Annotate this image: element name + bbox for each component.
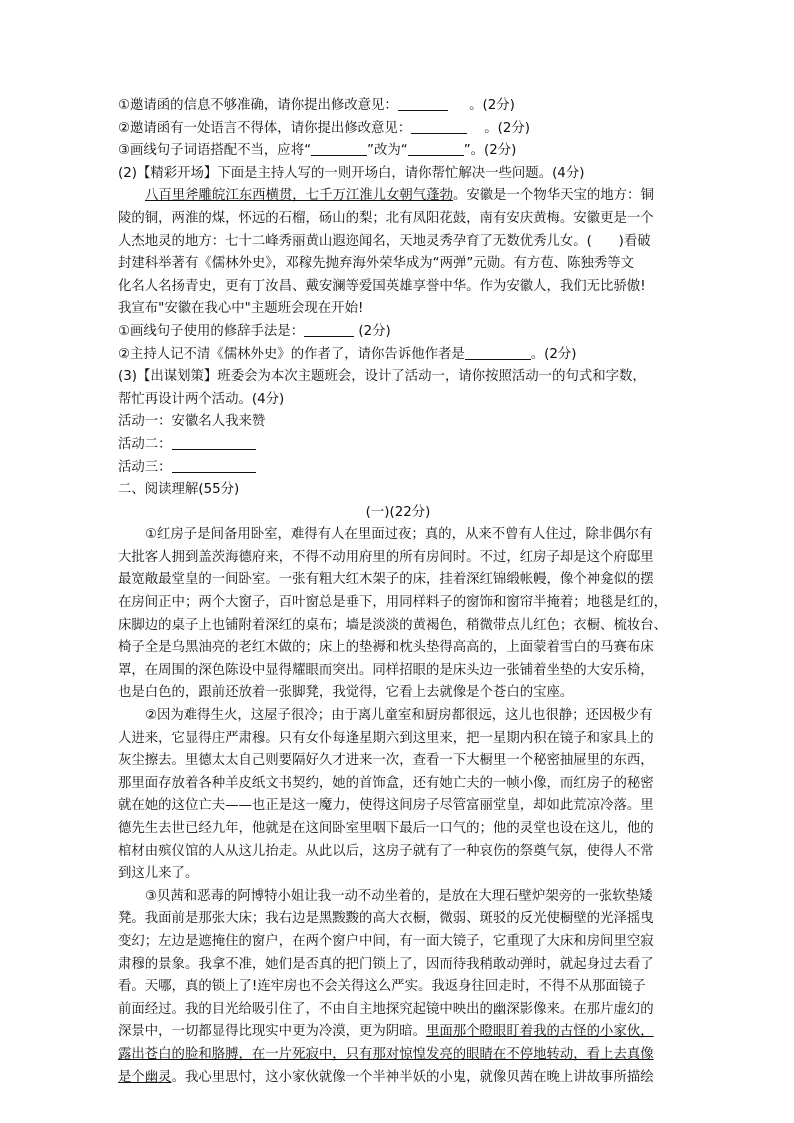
underlined-sentence: 里面那个瞪眼盯着我的古怪的小家伙， bbox=[425, 1024, 654, 1040]
q2-para-line: 我宣布"安徽在我心中"主题班会现在开始! bbox=[118, 301, 364, 317]
q1-item3-mid: ”改为“ bbox=[367, 143, 408, 159]
answer-blank[interactable] bbox=[311, 141, 367, 156]
passage-line: ③贝茜和恶毒的阿博特小姐让我一动不动坐着的，是放在大理石壁炉架旁的一张软垫矮 bbox=[145, 888, 653, 904]
passage-line: 也是白色的，跟前还放着一张脚凳，我觉得，它看上去就像是个苍白的宝座。 bbox=[118, 685, 574, 701]
q2-heading: (2)【精彩开场】下面是主持人写的一则开场白，请你帮忙解决一些问题。(4分) bbox=[118, 165, 585, 181]
underlined-sentence: 露出苍白的脸和胳膊，在一片死寂中，只有那对惊惶发亮的眼睛在不停地转动，看上去真像 bbox=[118, 1046, 654, 1062]
q2-sub1 bbox=[118, 321, 678, 344]
answer-blank[interactable] bbox=[304, 322, 354, 337]
q1-item2 bbox=[118, 118, 678, 141]
part-title: (一)(22分) bbox=[365, 504, 431, 520]
q2-text: 。安徽是一个物华天宝的地方：铜 bbox=[452, 188, 654, 204]
q1-item1-text: ①邀请函的信息不够准确，请你提出修改意见： bbox=[118, 98, 398, 113]
activity-3 bbox=[118, 457, 678, 480]
passage-line: 变幻；左边是遮掩住的窗户，在两个窗户中间，有一面大镜子，它重现了大床和房间里空寂 bbox=[118, 933, 654, 949]
passage-text: 深景中，一切都显得比现实中更为冷漠，更为阴暗。 bbox=[118, 1024, 426, 1040]
passage-line: 就在她的这位亡夫——也正是这一魔力，使得这间房子尽管富丽堂皇，却如此荒凉冷落。里 bbox=[118, 798, 654, 814]
answer-blank[interactable] bbox=[172, 435, 256, 450]
passage-line bbox=[118, 1044, 678, 1067]
activity-3-label: 活动三： bbox=[118, 459, 172, 475]
q2-para-line: 人杰地灵的地方：七十二峰秀丽黄山遐迩闻名，天地灵秀孕育了无数优秀儿女。( )看破 bbox=[118, 233, 651, 249]
passage-line: 床脚边的桌子上也铺附着深红的桌布；墙是淡淡的黄褐色，稍微带点儿红色；衣橱、梳妆台、 bbox=[118, 617, 668, 633]
q3-heading-cont: 帮忙再设计两个活动。(4分) bbox=[118, 391, 285, 407]
q1-item3-score: ”。(2分) bbox=[463, 143, 517, 159]
section-title: 二、阅读理解(55分) bbox=[118, 482, 240, 498]
passage-line: 灰尘擦去。里德太太自己则要隔好久才进来一次，查看一下大橱里一个秘密抽屉里的东西， bbox=[118, 753, 654, 769]
answer-blank[interactable] bbox=[411, 119, 467, 134]
answer-blank[interactable] bbox=[465, 345, 531, 360]
passage-line: 到这儿来了。 bbox=[118, 866, 199, 882]
activity-2 bbox=[118, 434, 678, 457]
q2-sub1-score: (2分) bbox=[358, 323, 391, 339]
passage-line: ①红房子是间备用卧室，难得有人在里面过夜；真的，从来不曾有人住过，除非偶尔有 bbox=[145, 527, 653, 543]
q1-item3 bbox=[118, 140, 678, 163]
underlined-sentence: 八百里斧雕皖江东西横贯，七千万江淮儿女朝气蓬勃 bbox=[145, 188, 453, 204]
passage-line: 大批客人拥到盖茨海德府来，不得不动用府里的所有房间时。不过，红房子却是这个府邸里 bbox=[118, 549, 654, 565]
passage-line bbox=[118, 1067, 678, 1090]
passage-line: 凳。我面前是那张大床；我右边是黑黢黢的高大衣橱，微弱、斑驳的反光使橱壁的光泽摇曳 bbox=[118, 911, 654, 927]
exam-page bbox=[118, 95, 678, 1089]
answer-blank[interactable] bbox=[408, 141, 464, 156]
answer-blank[interactable] bbox=[398, 96, 448, 111]
passage-line: 那里面存放着各种羊皮纸文书契约，她的首饰盒，还有她亡夫的一帧小像，而红房子的秘密 bbox=[118, 775, 654, 791]
q1-item2-score: 。(2分) bbox=[484, 120, 530, 136]
q2-para-line: 封建科举著有《儒林外史》，邓稼先抛弃海外荣华成为“两弹”元勋。有方苞、陈独秀等文 bbox=[118, 256, 635, 272]
passage-line: 德先生去世已经九年，他就是在这间卧室里咽下最后一口气的；他的灵堂也设在这儿，他的 bbox=[118, 821, 654, 836]
q1-item1 bbox=[118, 95, 678, 118]
q2-sub2-score: 。(2分) bbox=[530, 346, 577, 362]
passage-line: 最宽敞最堂皇的一间卧室。一张有粗大红木架子的床，挂着深红锦缎帐幔，像个神龛似的摆 bbox=[118, 572, 654, 588]
q1-item3-text: ③画线句子词语搭配不当，应将“ bbox=[118, 143, 312, 159]
passage-line: 棺材由殡仪馆的人从这儿抬走。从此以后，这房子就有了一种哀伤的祭奠气氛，使得人不常 bbox=[118, 843, 654, 859]
underlined-sentence: 是个幽灵 bbox=[118, 1069, 172, 1085]
q2-para-line: 陵的铜，两淮的煤，怀远的石榴，砀山的梨；北有凤阳花鼓，南有安庆黄梅。安徽更是一个 bbox=[118, 210, 654, 226]
activity-1: 活动一：安徽名人我来赞 bbox=[118, 414, 266, 430]
passage-text: 。我心里思忖，这小家伙就像一个半神半妖的小鬼，就像贝茜在晚上讲故事所描绘 bbox=[171, 1069, 654, 1085]
passage-line: ②因为难得生火，这屋子很冷；由于离儿童室和厨房都很远，这儿也很静；还因极少有 bbox=[145, 708, 653, 724]
q2-sub1-text: ①画线句子使用的修辞手法是： bbox=[118, 323, 305, 339]
q2-para-line bbox=[118, 185, 678, 208]
passage-line: 看。天哪，真的锁上了!连牢房也不会关得这么严实。我返身往回走时，不得不从那面镜子 bbox=[118, 979, 646, 995]
q2-sub2-text: ②主持人记不清《儒林外史》的作者了，请你告诉他作者是 bbox=[118, 346, 465, 362]
activity-2-label: 活动二： bbox=[118, 436, 172, 452]
passage-line bbox=[118, 1021, 678, 1044]
q1-item2-text: ②邀请函有一处语言不得体，请你提出修改意见： bbox=[118, 120, 412, 136]
passage-line: 人进来，它显得庄严肃穆。只有女仆每逢星期六到这里来，把一星期内积在镜子和家具上的 bbox=[118, 730, 654, 746]
passage-line: 前面经过。我的目光给吸引住了，不由自主地探究起镜中映出的幽深影像来。在那片虚幻的 bbox=[118, 1001, 654, 1017]
passage-line: 肃穆的景象。我拿不准，她们是否真的把门锁上了，因而待我稍敢动弹时，就起身过去看了 bbox=[118, 956, 654, 972]
q2-sub2 bbox=[118, 344, 678, 367]
passage-line: 罩，在周围的深色陈设中显得耀眼而突出。同样招眼的是床头边一张铺着坐垫的大安乐椅， bbox=[118, 662, 654, 678]
q3-heading: (3)【出谋划策】班委会为本次主题班会，设计了活动一，请你按照活动一的句式和字数， bbox=[118, 369, 646, 385]
answer-blank[interactable] bbox=[172, 458, 256, 473]
q1-item1-score: 。(2分) bbox=[469, 98, 515, 113]
passage-line: 在房间正中；两个大窗子，百叶窗总是垂下，用同样料子的窗饰和窗帘半掩着；地毯是红的， bbox=[118, 595, 668, 611]
q2-para-line: 化名人名扬青史，更有丁汝昌、戴安澜等爱国英雄享誉中华。作为安徽人，我们无比骄傲! bbox=[118, 278, 646, 294]
passage-line: 椅子全是乌黑油亮的老红木做的；床上的垫褥和枕头垫得高高的，上面蒙着雪白的马赛布床 bbox=[118, 640, 654, 656]
